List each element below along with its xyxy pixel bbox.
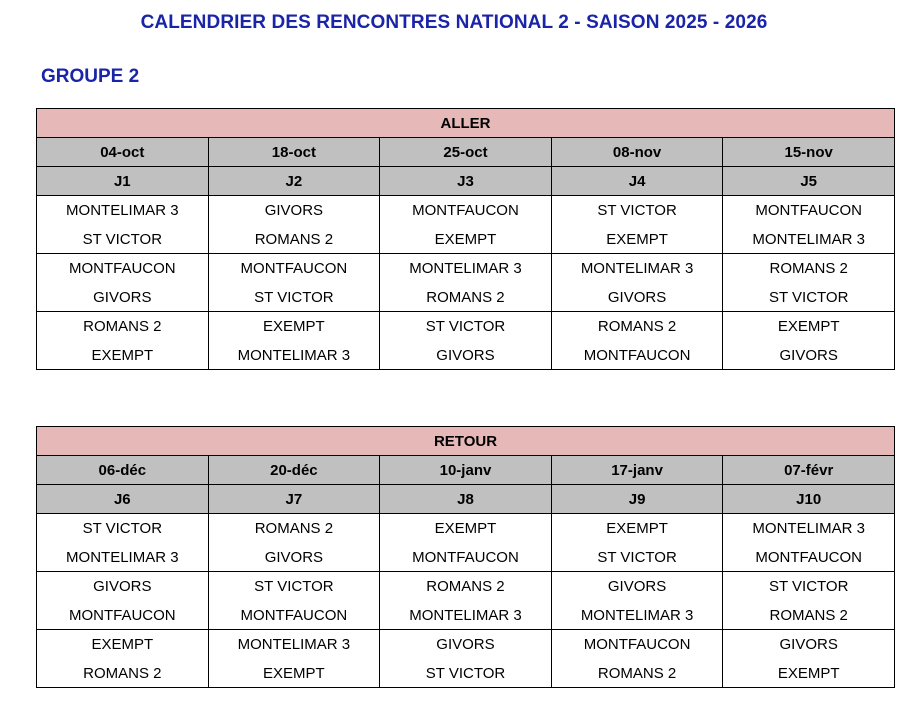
team-away: ST VICTOR <box>723 283 895 312</box>
team-away: ROMANS 2 <box>208 225 380 254</box>
team-home: MONTFAUCON <box>380 196 552 226</box>
team-home: MONTELIMAR 3 <box>208 630 380 660</box>
team-home: EXEMPT <box>723 312 895 342</box>
team-home: ST VICTOR <box>551 196 723 226</box>
date-cell: 15-nov <box>723 138 895 167</box>
team-away: EXEMPT <box>37 341 209 370</box>
date-cell: 17-janv <box>551 456 723 485</box>
team-away: GIVORS <box>37 283 209 312</box>
team-away: ST VICTOR <box>380 659 552 688</box>
date-cell: 07-févr <box>723 456 895 485</box>
team-home: MONTELIMAR 3 <box>723 514 895 544</box>
aller-schedule-table <box>36 108 895 370</box>
team-away: GIVORS <box>551 283 723 312</box>
team-home: EXEMPT <box>37 630 209 660</box>
team-home: ROMANS 2 <box>551 312 723 342</box>
retour-schedule-table <box>36 426 895 688</box>
date-cell: 10-janv <box>380 456 552 485</box>
team-away: ST VICTOR <box>37 225 209 254</box>
team-home: ST VICTOR <box>208 572 380 602</box>
team-away: EXEMPT <box>380 225 552 254</box>
team-away: MONTELIMAR 3 <box>37 543 209 572</box>
phase-header-retour: RETOUR <box>37 427 895 456</box>
team-away: MONTELIMAR 3 <box>380 601 552 630</box>
team-away: EXEMPT <box>551 225 723 254</box>
team-home: GIVORS <box>37 572 209 602</box>
date-cell: 04-oct <box>37 138 209 167</box>
team-away: GIVORS <box>723 341 895 370</box>
group-heading: GROUPE 2 <box>41 66 140 87</box>
team-away: GIVORS <box>208 543 380 572</box>
team-away: EXEMPT <box>208 659 380 688</box>
team-home: GIVORS <box>208 196 380 226</box>
matchday-cell: J8 <box>380 485 552 514</box>
team-away: MONTFAUCON <box>380 543 552 572</box>
date-cell: 20-déc <box>208 456 380 485</box>
team-home: MONTELIMAR 3 <box>551 254 723 284</box>
team-away: ROMANS 2 <box>551 659 723 688</box>
matchday-cell: J2 <box>208 167 380 196</box>
date-cell: 06-déc <box>37 456 209 485</box>
matchday-cell: J1 <box>37 167 209 196</box>
team-away: EXEMPT <box>723 659 895 688</box>
team-home: GIVORS <box>380 630 552 660</box>
matchday-cell: J4 <box>551 167 723 196</box>
matchday-cell: J9 <box>551 485 723 514</box>
date-cell: 08-nov <box>551 138 723 167</box>
team-home: MONTFAUCON <box>551 630 723 660</box>
team-home: ROMANS 2 <box>208 514 380 544</box>
team-home: EXEMPT <box>208 312 380 342</box>
date-cell: 25-oct <box>380 138 552 167</box>
team-home: ST VICTOR <box>380 312 552 342</box>
matchday-cell: J6 <box>37 485 209 514</box>
team-home: GIVORS <box>723 630 895 660</box>
team-home: EXEMPT <box>551 514 723 544</box>
matchday-cell: J10 <box>723 485 895 514</box>
team-home: MONTFAUCON <box>723 196 895 226</box>
team-home: MONTFAUCON <box>208 254 380 284</box>
team-away: MONTFAUCON <box>208 601 380 630</box>
team-away: MONTELIMAR 3 <box>208 341 380 370</box>
team-home: GIVORS <box>551 572 723 602</box>
team-away: ST VICTOR <box>208 283 380 312</box>
team-away: MONTFAUCON <box>723 543 895 572</box>
team-home: ROMANS 2 <box>37 312 209 342</box>
team-home: MONTFAUCON <box>37 254 209 284</box>
team-away: MONTFAUCON <box>37 601 209 630</box>
matchday-cell: J3 <box>380 167 552 196</box>
team-home: ROMANS 2 <box>380 572 552 602</box>
team-away: MONTFAUCON <box>551 341 723 370</box>
team-home: MONTELIMAR 3 <box>37 196 209 226</box>
page-title: CALENDRIER DES RENCONTRES NATIONAL 2 - SAISON 2025 - 2026 <box>140 12 768 33</box>
matchday-cell: J5 <box>723 167 895 196</box>
matchday-cell: J7 <box>208 485 380 514</box>
team-home: EXEMPT <box>380 514 552 544</box>
team-away: ROMANS 2 <box>380 283 552 312</box>
team-home: ST VICTOR <box>723 572 895 602</box>
phase-header-aller: ALLER <box>37 109 895 138</box>
team-away: ST VICTOR <box>551 543 723 572</box>
team-home: ROMANS 2 <box>723 254 895 284</box>
date-cell: 18-oct <box>208 138 380 167</box>
team-away: MONTELIMAR 3 <box>551 601 723 630</box>
team-home: MONTELIMAR 3 <box>380 254 552 284</box>
team-away: MONTELIMAR 3 <box>723 225 895 254</box>
team-away: ROMANS 2 <box>37 659 209 688</box>
team-away: ROMANS 2 <box>723 601 895 630</box>
team-away: GIVORS <box>380 341 552 370</box>
team-home: ST VICTOR <box>37 514 209 544</box>
